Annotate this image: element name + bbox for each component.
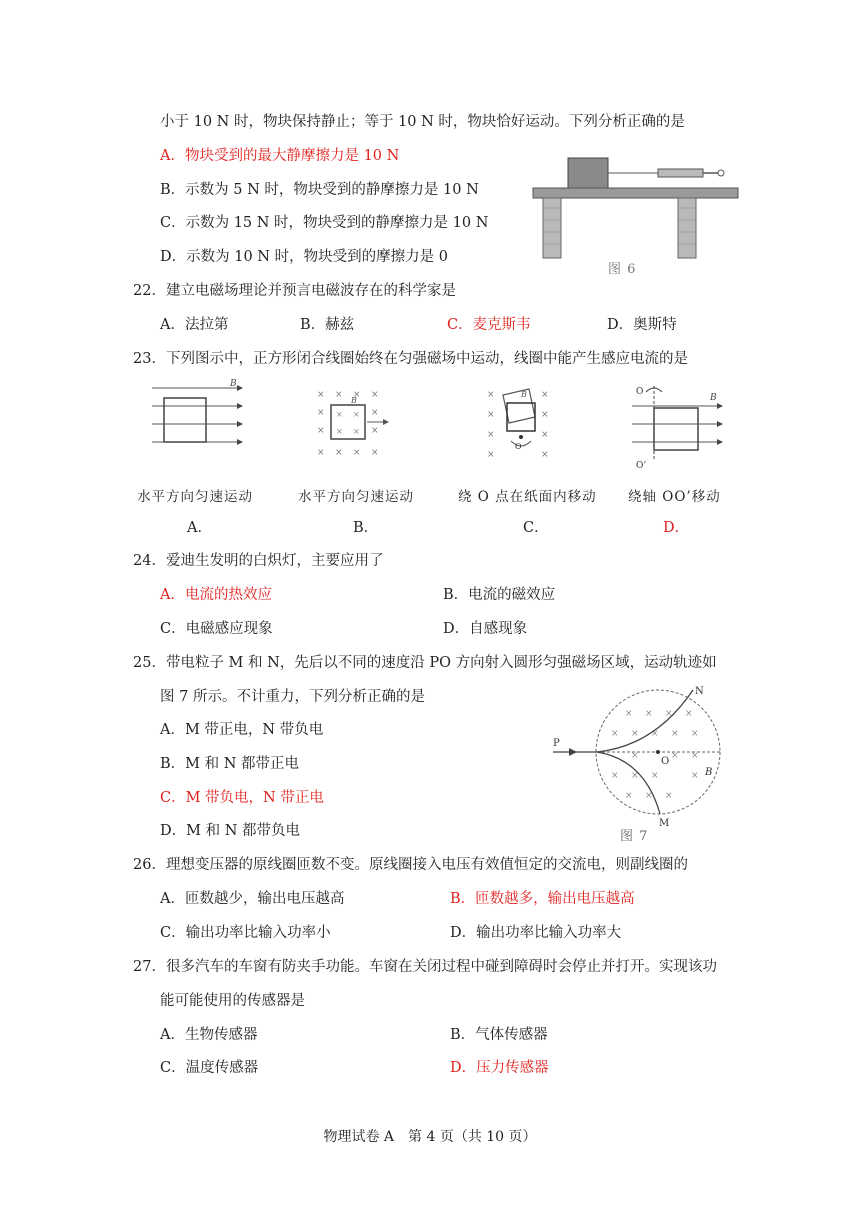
- svg-text:×: ×: [541, 450, 549, 460]
- svg-text:×: ×: [671, 751, 679, 761]
- svg-text:×: ×: [541, 390, 549, 400]
- svg-text:×: ×: [317, 390, 325, 400]
- svg-text:×: ×: [371, 448, 379, 458]
- page-footer: 物理试卷 A 第 4 页（共 10 页）: [323, 1129, 537, 1145]
- svg-text:×: ×: [541, 410, 549, 420]
- q21-option-a: A．物块受到的最大静摩擦力是 10 N: [160, 148, 400, 164]
- axis-o-bottom-label: O’: [636, 461, 647, 471]
- point-o-label: O: [661, 756, 670, 767]
- figure-6: [528, 150, 748, 280]
- rotating-coil-diagram: [485, 385, 565, 465]
- q27-option-a: A．生物传感器: [160, 1027, 258, 1043]
- svg-text:×: ×: [487, 410, 495, 420]
- coil-in-field-diagram: [315, 385, 395, 465]
- q27-option-b: B．气体传感器: [450, 1027, 548, 1043]
- figure-7: [545, 680, 730, 845]
- q25-option-d: D．M 和 N 都带负电: [160, 823, 300, 839]
- q24-option-d: D．自感现象: [443, 621, 528, 637]
- point-n-label: N: [695, 686, 704, 697]
- svg-text:×: ×: [645, 791, 653, 801]
- q21-option-c: C．示数为 15 N 时，物块受到的静摩擦力是 10 N: [160, 215, 489, 231]
- coil-on-axis-diagram: [630, 378, 730, 473]
- svg-text:×: ×: [353, 390, 361, 400]
- q23-caption-d: 绕轴 OO’移动: [628, 489, 721, 505]
- q23-stem: 23．下列图示中，正方形闭合线圈始终在匀强磁场中运动，线圈中能产生感应电流的是: [133, 351, 688, 367]
- q24-option-a: A．电流的热效应: [160, 587, 272, 603]
- q22-option-d: D．奥斯特: [607, 317, 677, 333]
- q25-option-c: C．M 带负电，N 带正电: [160, 790, 324, 806]
- q27-stem-line2: 能可能使用的传感器是: [160, 993, 305, 1009]
- svg-text:×: ×: [631, 729, 639, 739]
- q24-option-b: B．电流的磁效应: [443, 587, 556, 603]
- q25-option-b: B．M 和 N 都带正电: [160, 756, 300, 772]
- q23-figure-c: [485, 385, 565, 469]
- q21-stem-tail: 小于 10 N 时，物块保持静止；等于 10 N 时，物块恰好运动。下列分析正确的是: [160, 114, 685, 130]
- q21-option-d: D．示数为 10 N 时，物块受到的摩擦力是 0: [160, 249, 448, 265]
- field-b-label: B: [351, 396, 357, 405]
- q26-stem: 26．理想变压器的原线圈匝数不变。原线圈接入电压有效值恒定的交流电，则副线圈的: [133, 857, 688, 873]
- svg-text:×: ×: [631, 771, 639, 781]
- svg-text:×: ×: [691, 751, 699, 761]
- q23-caption-b: 水平方向匀速运动: [298, 489, 414, 505]
- svg-text:×: ×: [665, 709, 673, 719]
- q24-stem: 24．爱迪生发明的白炽灯，主要应用了: [133, 553, 384, 569]
- field-b-label: B: [230, 379, 237, 389]
- q25-option-a: A．M 带正电，N 带负电: [160, 722, 324, 738]
- axis-o-top-label: O: [636, 387, 644, 397]
- point-o-label: O: [515, 442, 522, 451]
- svg-text:×: ×: [685, 709, 693, 719]
- q26-option-d: D．输出功率比输入功率大: [450, 925, 622, 941]
- q26-option-c: C．输出功率比输入功率小: [160, 925, 331, 941]
- svg-text:×: ×: [353, 448, 361, 458]
- q27-option-d: D．压力传感器: [450, 1060, 549, 1076]
- svg-text:×: ×: [691, 729, 699, 739]
- svg-text:×: ×: [353, 410, 360, 419]
- q26-option-a: A．匝数越少，输出电压越高: [160, 891, 345, 907]
- q21-option-b: B．示数为 5 N 时，物块受到的静摩擦力是 10 N: [160, 182, 479, 198]
- point-m-label: M: [659, 818, 670, 829]
- q22-option-b: B．赫兹: [300, 317, 355, 333]
- q23-caption-a: 水平方向匀速运动: [137, 489, 253, 505]
- field-b-label: B: [710, 393, 717, 403]
- coil-field-lines-diagram: [150, 378, 250, 458]
- svg-text:×: ×: [317, 408, 325, 418]
- svg-text:×: ×: [691, 771, 699, 781]
- q23-letter-a: A．: [187, 520, 212, 536]
- q25-stem-line2: 图 7 所示。不计重力，下列分析正确的是: [160, 689, 425, 705]
- svg-text:×: ×: [625, 791, 633, 801]
- q22-option-a: A．法拉第: [160, 317, 229, 333]
- svg-text:×: ×: [487, 390, 495, 400]
- q22-option-c: C．麦克斯韦: [447, 317, 531, 333]
- q26-option-b: B．匝数越多，输出电压越高: [450, 891, 635, 907]
- svg-text:×: ×: [631, 751, 639, 761]
- svg-text:×: ×: [611, 771, 619, 781]
- svg-text:×: ×: [317, 426, 325, 436]
- figure-7-label: 图 7: [620, 829, 649, 844]
- q27-option-c: C．温度传感器: [160, 1060, 259, 1076]
- q24-option-c: C．电磁感应现象: [160, 621, 273, 637]
- svg-text:×: ×: [651, 771, 659, 781]
- svg-text:×: ×: [371, 426, 379, 436]
- circular-field-trajectory-diagram: [545, 680, 730, 830]
- q27-stem-line1: 27．很多汽车的车窗有防夹手功能。车窗在关闭过程中碰到障碍时会停止并打开。实现该功: [133, 959, 717, 975]
- q23-letter-c: C．: [523, 520, 549, 536]
- svg-text:×: ×: [487, 430, 495, 440]
- svg-text:×: ×: [671, 729, 679, 739]
- svg-text:×: ×: [611, 729, 619, 739]
- svg-text:×: ×: [336, 427, 343, 436]
- point-p-label: P: [553, 738, 560, 749]
- svg-text:×: ×: [651, 729, 659, 739]
- table-spring-scale-illustration: [528, 150, 748, 280]
- svg-text:×: ×: [317, 448, 325, 458]
- q23-caption-c: 绕 O 点在纸面内移动: [458, 489, 597, 505]
- q25-stem-line1: 25．带电粒子 M 和 N，先后以不同的速度沿 PO 方向射入圆形匀强磁场区域，运动轨迹如: [133, 655, 717, 671]
- q23-letter-b: B．: [353, 520, 379, 536]
- field-b-label: B: [705, 767, 713, 778]
- field-b-label: B: [521, 390, 527, 399]
- q23-letter-d: D．: [663, 520, 690, 536]
- svg-text:×: ×: [335, 448, 343, 458]
- svg-text:×: ×: [665, 791, 673, 801]
- svg-text:×: ×: [371, 390, 379, 400]
- svg-text:×: ×: [645, 709, 653, 719]
- q23-figure-b: [315, 385, 395, 469]
- svg-text:×: ×: [336, 410, 343, 419]
- svg-text:×: ×: [371, 408, 379, 418]
- svg-text:×: ×: [353, 427, 360, 436]
- svg-text:×: ×: [625, 709, 633, 719]
- svg-text:×: ×: [335, 390, 343, 400]
- svg-text:×: ×: [487, 450, 495, 460]
- q23-figure-a: [150, 378, 250, 462]
- svg-text:×: ×: [541, 430, 549, 440]
- figure-6-label: 图 6: [608, 262, 637, 277]
- q22-stem: 22．建立电磁场理论并预言电磁波存在的科学家是: [133, 283, 456, 299]
- q23-figure-d: [630, 378, 730, 477]
